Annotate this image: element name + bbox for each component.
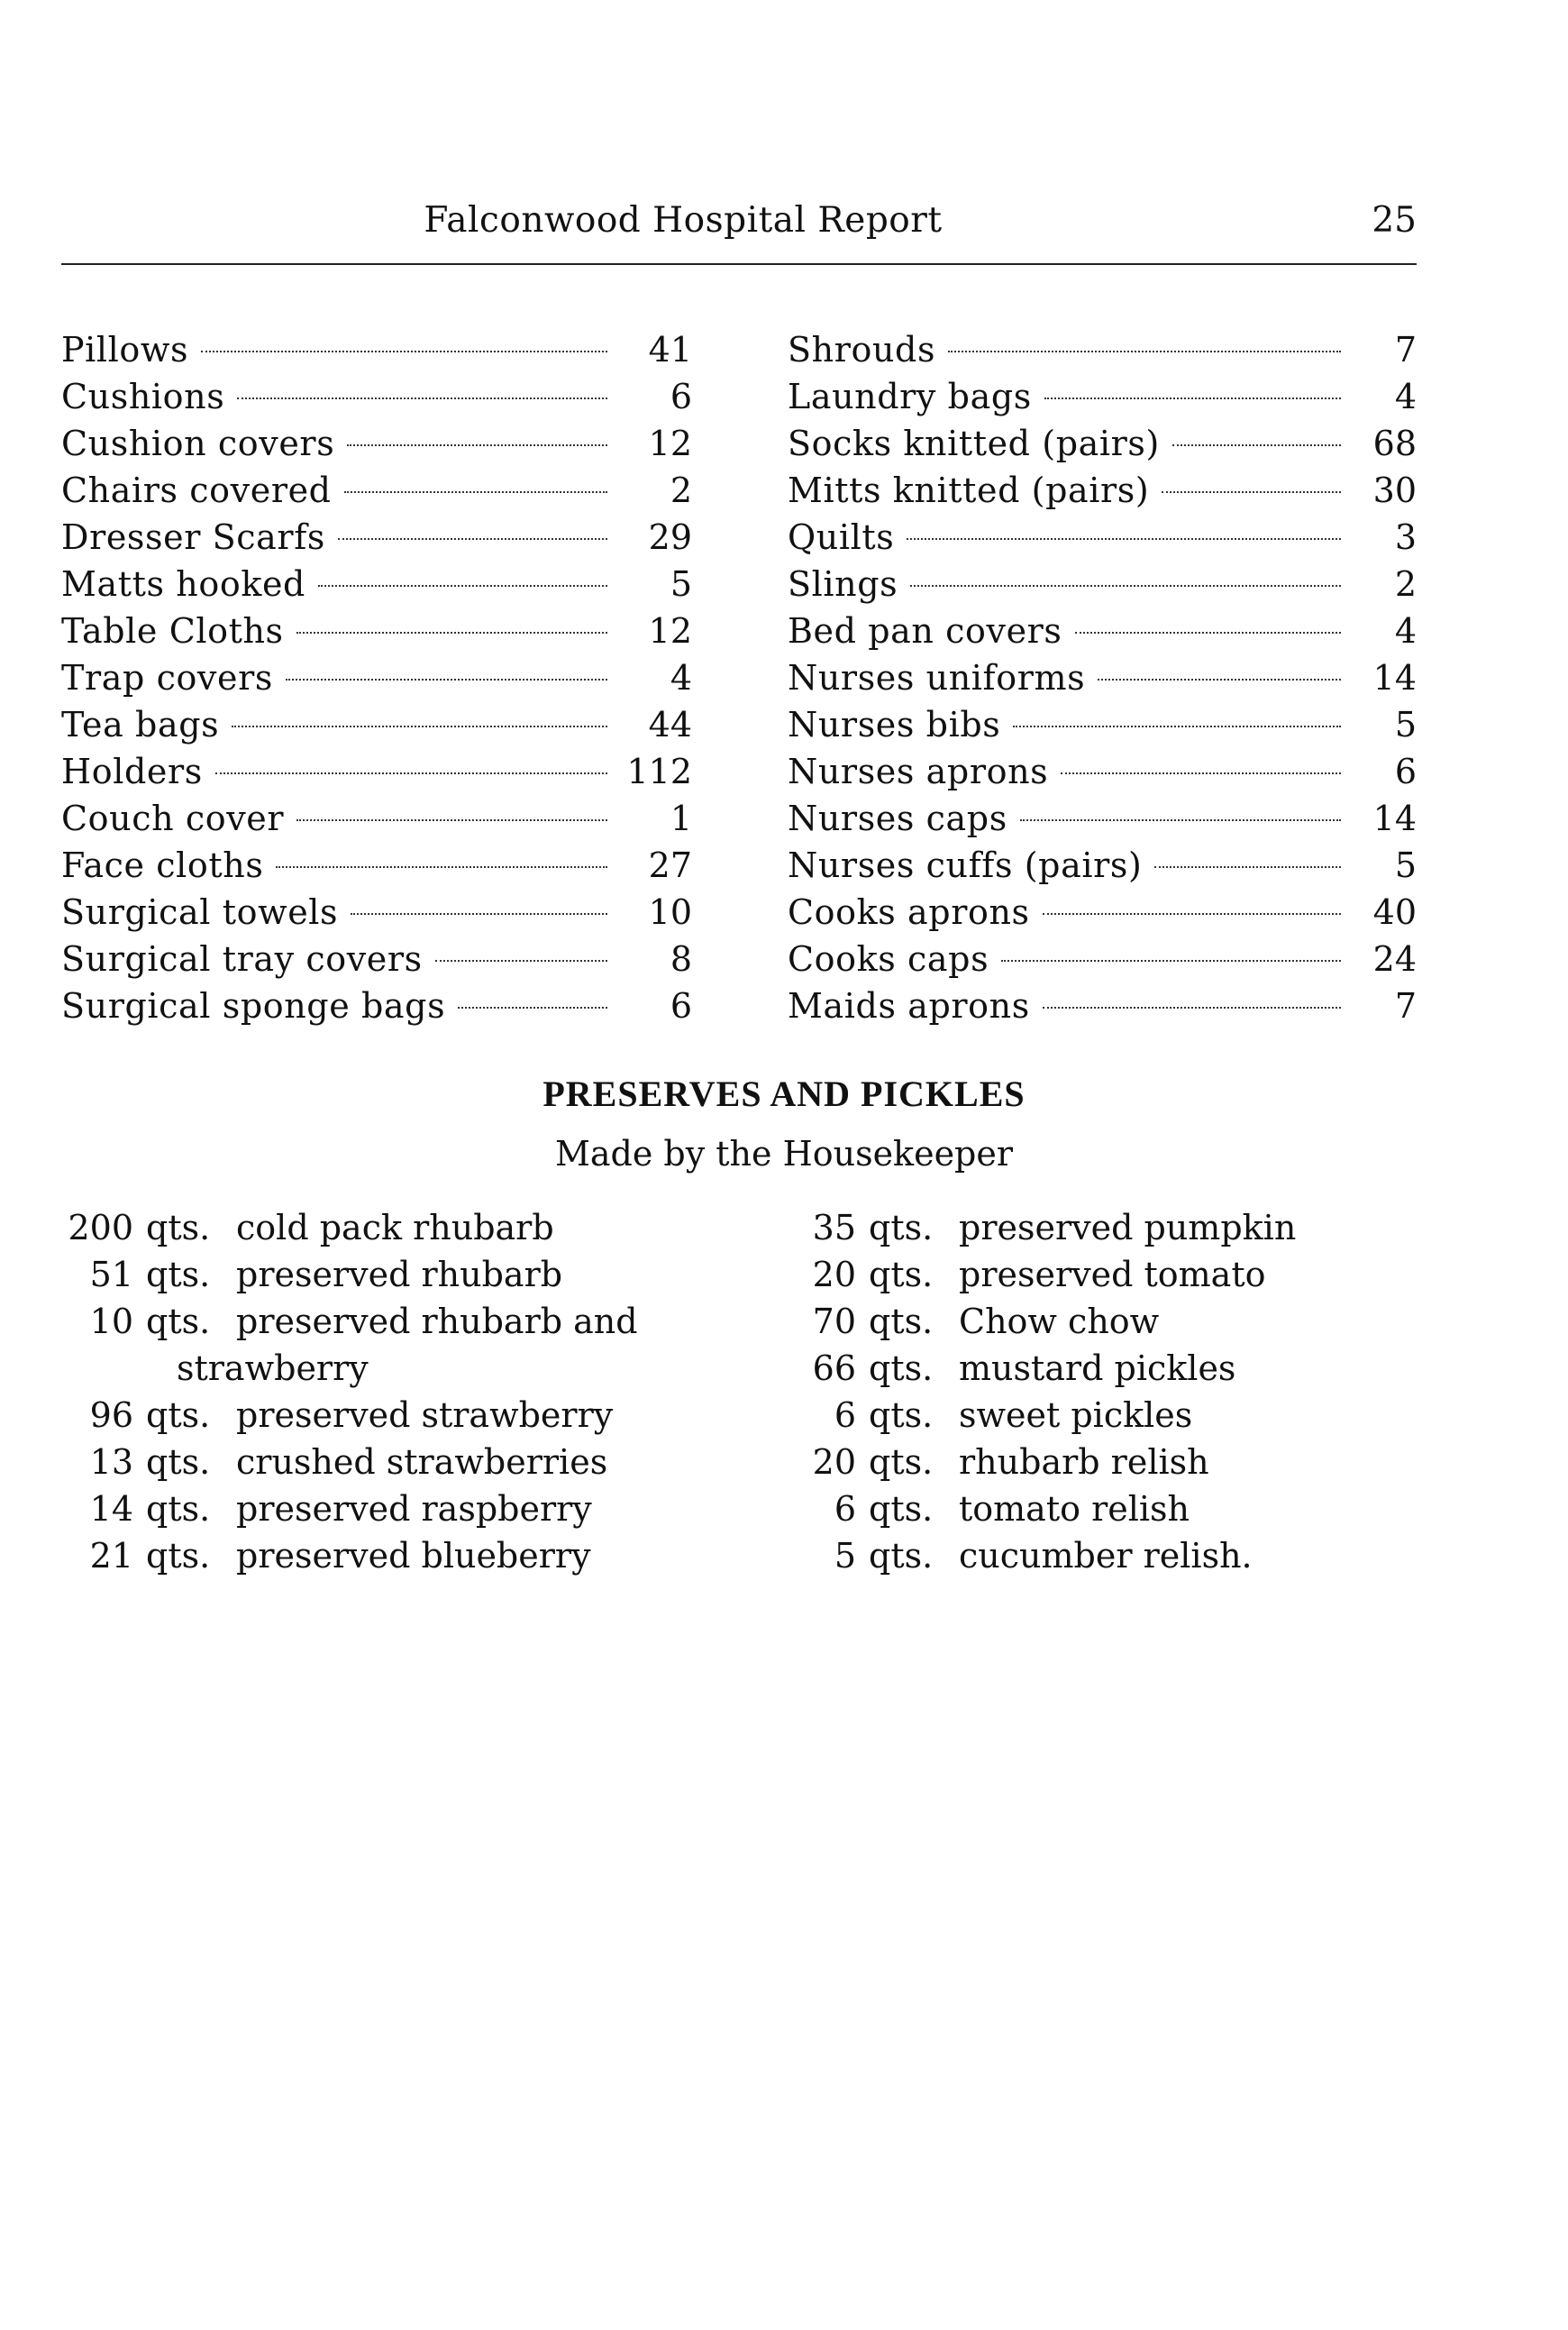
dot-leader: [1098, 679, 1341, 681]
list-item: [61, 982, 692, 1029]
dot-leader: [1061, 772, 1341, 774]
item-description: cold pack rhubarb: [236, 1208, 554, 1247]
item-label: Chairs covered: [61, 471, 332, 510]
item-label: Cooks caps: [788, 939, 989, 979]
list-item: [61, 1439, 710, 1485]
preserves-list-left: [61, 1204, 710, 1579]
item-label: Slings: [788, 564, 898, 604]
dot-leader: [1172, 444, 1341, 446]
item-count: 4: [670, 658, 692, 698]
item-label: Holders: [61, 752, 203, 791]
item-quantity: 70: [812, 1302, 856, 1341]
list-item: [788, 608, 1417, 654]
item-count: 5: [1394, 705, 1417, 745]
item-description: tomato relish: [959, 1489, 1190, 1529]
item-count: 14: [1372, 799, 1417, 838]
page-title: Falconwood Hospital Report: [424, 200, 943, 241]
page-number: 25: [1372, 200, 1417, 241]
list-item: [61, 795, 692, 842]
item-unit: qts.: [869, 1255, 934, 1294]
item-label: Bed pan covers: [788, 611, 1062, 651]
list-item: [61, 326, 692, 373]
item-label: Cooks aprons: [788, 892, 1030, 932]
item-count: 30: [1372, 471, 1417, 510]
dot-leader: [458, 1007, 607, 1009]
list-item: [61, 373, 692, 420]
item-count: 68: [1372, 424, 1417, 463]
dot-leader: [1043, 913, 1341, 915]
list-item: [784, 1532, 1415, 1579]
item-label: Quilts: [788, 517, 895, 557]
item-count: 12: [648, 424, 692, 463]
list-item: [61, 889, 692, 936]
item-description: rhubarb relish: [959, 1442, 1209, 1482]
item-count: 2: [670, 471, 692, 510]
item-label: Shrouds: [788, 330, 936, 370]
list-item: [784, 1439, 1415, 1485]
item-description: preserved strawberry: [236, 1395, 614, 1435]
item-count: 41: [648, 330, 692, 370]
item-description: preserved rhubarb: [236, 1255, 563, 1294]
item-label: Laundry bags: [788, 377, 1032, 416]
item-unit: qts.: [869, 1442, 934, 1482]
item-quantity: 21: [89, 1536, 133, 1576]
item-count: 6: [670, 986, 692, 1026]
item-description: preserved tomato: [959, 1255, 1266, 1294]
item-unit: qts.: [146, 1208, 211, 1247]
dot-leader: [201, 351, 607, 352]
dot-leader: [1154, 866, 1341, 868]
item-label: Table Cloths: [61, 611, 284, 651]
list-item: [784, 1251, 1415, 1298]
dot-leader: [1075, 632, 1341, 634]
item-label: Trap covers: [61, 658, 273, 698]
item-label: Nurses caps: [788, 799, 1007, 838]
item-description: preserved blueberry: [236, 1536, 591, 1576]
item-count: 44: [648, 705, 692, 745]
list-item: [788, 654, 1417, 701]
item-description: sweet pickles: [959, 1395, 1193, 1435]
item-unit: qts.: [146, 1536, 211, 1576]
dot-leader: [232, 726, 607, 727]
item-count: 6: [670, 377, 692, 416]
inventory-list-right: [788, 326, 1417, 1029]
item-label: Nurses uniforms: [788, 658, 1086, 698]
dot-leader: [276, 866, 607, 868]
item-count: 4: [1394, 611, 1417, 651]
item-quantity: 20: [812, 1255, 856, 1294]
dot-leader: [296, 632, 607, 634]
item-unit: qts.: [869, 1302, 934, 1341]
item-count: 1: [670, 799, 692, 838]
list-item: [61, 420, 692, 467]
list-item: [61, 561, 692, 608]
dot-leader: [435, 960, 607, 962]
item-quantity: 96: [89, 1395, 133, 1435]
list-item: [788, 701, 1417, 748]
item-unit: qts.: [869, 1536, 934, 1576]
list-item: [788, 420, 1417, 467]
item-unit: qts.: [869, 1395, 934, 1435]
item-label: Couch cover: [61, 799, 285, 838]
list-item: [788, 326, 1417, 373]
item-description: preserved rhubarb and: [236, 1302, 638, 1341]
list-item: [61, 1204, 710, 1251]
list-item: [788, 561, 1417, 608]
list-item: [788, 936, 1417, 982]
dot-leader: [907, 538, 1341, 540]
list-item: [784, 1392, 1415, 1439]
item-count: 2: [1394, 564, 1417, 604]
item-quantity: 6: [834, 1395, 856, 1435]
list-item: [784, 1485, 1415, 1532]
item-label: Pillows: [61, 330, 189, 370]
item-unit: qts.: [146, 1442, 211, 1482]
item-count: 5: [670, 564, 692, 604]
list-item: [61, 842, 692, 889]
item-label: Socks knitted (pairs): [788, 424, 1160, 463]
item-unit: qts.: [146, 1302, 211, 1341]
item-quantity: 35: [812, 1208, 856, 1247]
item-count: 40: [1372, 892, 1417, 932]
list-item: [784, 1345, 1415, 1392]
item-unit: qts.: [146, 1489, 211, 1529]
item-label: Tea bags: [61, 705, 220, 745]
item-description: preserved raspberry: [236, 1489, 592, 1529]
dot-leader: [948, 351, 1341, 352]
item-label: Dresser Scarfs: [61, 517, 325, 557]
item-label: Cushion covers: [61, 424, 335, 463]
item-quantity: 66: [812, 1348, 856, 1388]
dot-leader: [1020, 819, 1341, 821]
list-item: [61, 701, 692, 748]
item-unit: qts.: [146, 1255, 211, 1294]
item-count: 112: [626, 752, 692, 791]
dot-leader: [1013, 726, 1341, 727]
list-item: [784, 1204, 1415, 1251]
list-item: [61, 514, 692, 561]
item-label: Surgical tray covers: [61, 939, 423, 979]
dot-leader: [237, 397, 607, 399]
item-description: preserved pumpkin: [959, 1208, 1297, 1247]
item-count: 29: [648, 517, 692, 557]
item-description: Chow chow: [959, 1302, 1160, 1341]
list-item: [788, 373, 1417, 420]
dot-leader: [1001, 960, 1341, 962]
dot-leader: [351, 913, 607, 915]
list-item: [788, 795, 1417, 842]
item-count: 27: [648, 845, 692, 885]
list-item: [61, 1251, 710, 1298]
item-quantity: 51: [89, 1255, 133, 1294]
dot-leader: [347, 444, 607, 446]
preserves-list-right: [784, 1204, 1415, 1579]
item-count: 6: [1394, 752, 1417, 791]
item-count: 7: [1394, 330, 1417, 370]
item-label: Matts hooked: [61, 564, 305, 604]
list-item: [61, 748, 692, 795]
item-quantity: 200: [68, 1208, 133, 1247]
list-item: [784, 1298, 1415, 1345]
item-quantity: 5: [834, 1536, 856, 1576]
list-item: [61, 1392, 710, 1439]
list-item: [788, 467, 1417, 514]
list-item: [61, 467, 692, 514]
item-description: cucumber relish.: [959, 1536, 1253, 1576]
item-count: 7: [1394, 986, 1417, 1026]
item-count: 4: [1394, 377, 1417, 416]
item-label: Cushions: [61, 377, 225, 416]
item-count: 8: [670, 939, 692, 979]
item-count: 3: [1394, 517, 1417, 557]
item-count: 14: [1372, 658, 1417, 698]
item-quantity: 6: [834, 1489, 856, 1529]
list-item: [61, 1298, 710, 1345]
list-item: [788, 514, 1417, 561]
dot-leader: [215, 772, 607, 774]
item-description-continued: strawberry: [177, 1348, 369, 1388]
item-label: Maids aprons: [788, 986, 1030, 1026]
item-quantity: 20: [812, 1442, 856, 1482]
item-label: Surgical sponge bags: [61, 986, 446, 1026]
list-item: [788, 889, 1417, 936]
list-item: [788, 982, 1417, 1029]
list-item: [788, 842, 1417, 889]
list-item: [61, 936, 692, 982]
list-item: [61, 1532, 710, 1579]
item-count: 24: [1372, 939, 1417, 979]
item-quantity: 13: [89, 1442, 133, 1482]
dot-leader: [338, 538, 607, 540]
dot-leader: [344, 491, 607, 493]
page-header: [61, 200, 1417, 254]
section-subheading: Made by the Housekeeper: [554, 1134, 1014, 1174]
item-unit: qts.: [869, 1489, 934, 1529]
header-rule: [61, 263, 1417, 265]
dot-leader: [1043, 1007, 1341, 1009]
list-item: [788, 748, 1417, 795]
dot-leader: [1162, 491, 1341, 493]
dot-leader: [286, 679, 607, 681]
item-unit: qts.: [146, 1395, 211, 1435]
item-label: Nurses bibs: [788, 705, 1001, 745]
list-item: [61, 654, 692, 701]
item-unit: qts.: [869, 1208, 934, 1247]
item-count: 10: [648, 892, 692, 932]
item-count: 5: [1394, 845, 1417, 885]
item-label: Surgical towels: [61, 892, 339, 932]
item-label: Face cloths: [61, 845, 264, 885]
item-unit: qts.: [869, 1348, 934, 1388]
item-description: crushed strawberries: [236, 1442, 608, 1482]
dot-leader: [296, 819, 607, 821]
dot-leader: [318, 585, 607, 587]
inventory-list-left: [61, 326, 692, 1029]
item-quantity: 10: [89, 1302, 133, 1341]
item-label: Nurses cuffs (pairs): [788, 845, 1143, 885]
section-heading: PRESERVES AND PICKLES: [542, 1074, 1026, 1114]
list-item: [61, 608, 692, 654]
list-item: [61, 1485, 710, 1532]
list-item-continuation: [61, 1345, 710, 1392]
item-count: 12: [648, 611, 692, 651]
item-label: Mitts knitted (pairs): [788, 471, 1150, 510]
item-label: Nurses aprons: [788, 752, 1049, 791]
dot-leader: [910, 585, 1341, 587]
dot-leader: [1044, 397, 1341, 399]
item-description: mustard pickles: [959, 1348, 1236, 1388]
item-quantity: 14: [89, 1489, 133, 1529]
